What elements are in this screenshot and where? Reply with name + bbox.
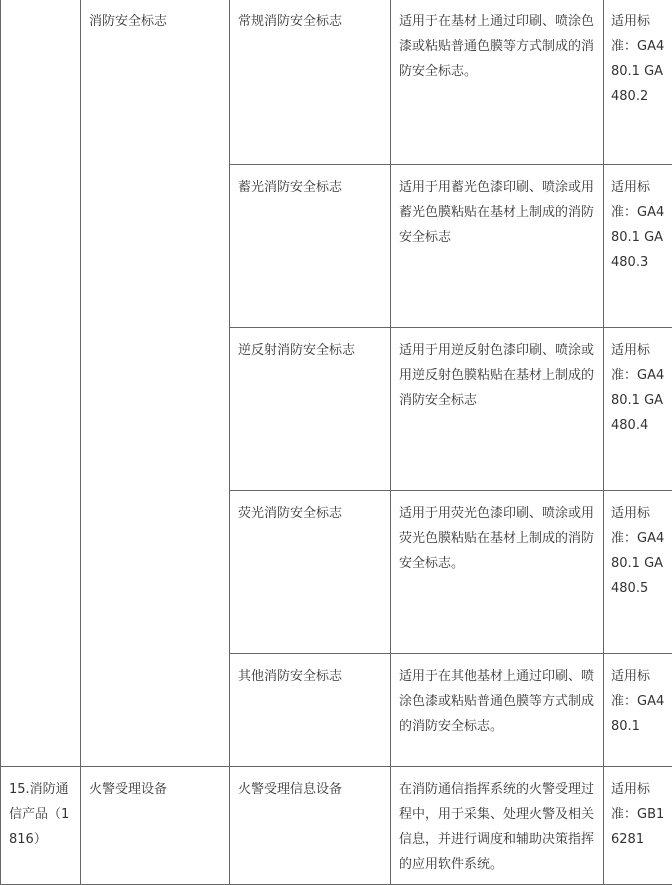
table-row <box>1 0 672 165</box>
item-cell: 逆反射消防安全标志 <box>230 328 391 491</box>
category-cell: 消防安全标志 <box>81 0 230 767</box>
table-row <box>1 767 672 885</box>
product-cell: 15.消防通信产品（1816） <box>1 767 81 885</box>
category-cell: 火警受理设备 <box>81 767 230 885</box>
standard-cell: 适用标准：GB16281 <box>604 767 672 885</box>
standard-cell: 适用标准：GA480.1 <box>604 654 672 767</box>
standard-cell: 适用标准：GA480.1 GA480.5 <box>604 491 672 654</box>
standard-cell: 适用标准：GA480.1 GA480.4 <box>604 328 672 491</box>
standard-cell: 适用标准：GA480.1 GA480.2 <box>604 0 672 165</box>
description-cell: 适用于用荧光色漆印刷、喷涂或用荧光色膜粘贴在基材上制成的消防安全标志。 <box>391 491 604 654</box>
item-cell: 蓄光消防安全标志 <box>230 165 391 328</box>
description-cell: 适用于在基材上通过印刷、喷涂色漆或粘贴普通色膜等方式制成的消防安全标志。 <box>391 0 604 165</box>
item-cell: 其他消防安全标志 <box>230 654 391 767</box>
description-cell: 在消防通信指挥系统的火警受理过程中，用于采集、处理火警及相关信息，并进行调度和辅助决策指挥的应用软件系统。 <box>391 767 604 885</box>
item-cell: 荧光消防安全标志 <box>230 491 391 654</box>
standard-cell: 适用标准：GA480.1 GA480.3 <box>604 165 672 328</box>
item-cell: 火警受理信息设备 <box>230 767 391 885</box>
description-cell: 适用于在其他基材上通过印刷、喷涂色漆或粘贴普通色膜等方式制成的消防安全标志。 <box>391 654 604 767</box>
description-cell: 适用于用逆反射色漆印刷、喷涂或用逆反射色膜粘贴在基材上制成的消防安全标志 <box>391 328 604 491</box>
description-cell: 适用于用蓄光色漆印刷、喷涂或用蓄光色膜粘贴在基材上制成的消防安全标志 <box>391 165 604 328</box>
product-cell <box>1 0 81 767</box>
item-cell: 常规消防安全标志 <box>230 0 391 165</box>
